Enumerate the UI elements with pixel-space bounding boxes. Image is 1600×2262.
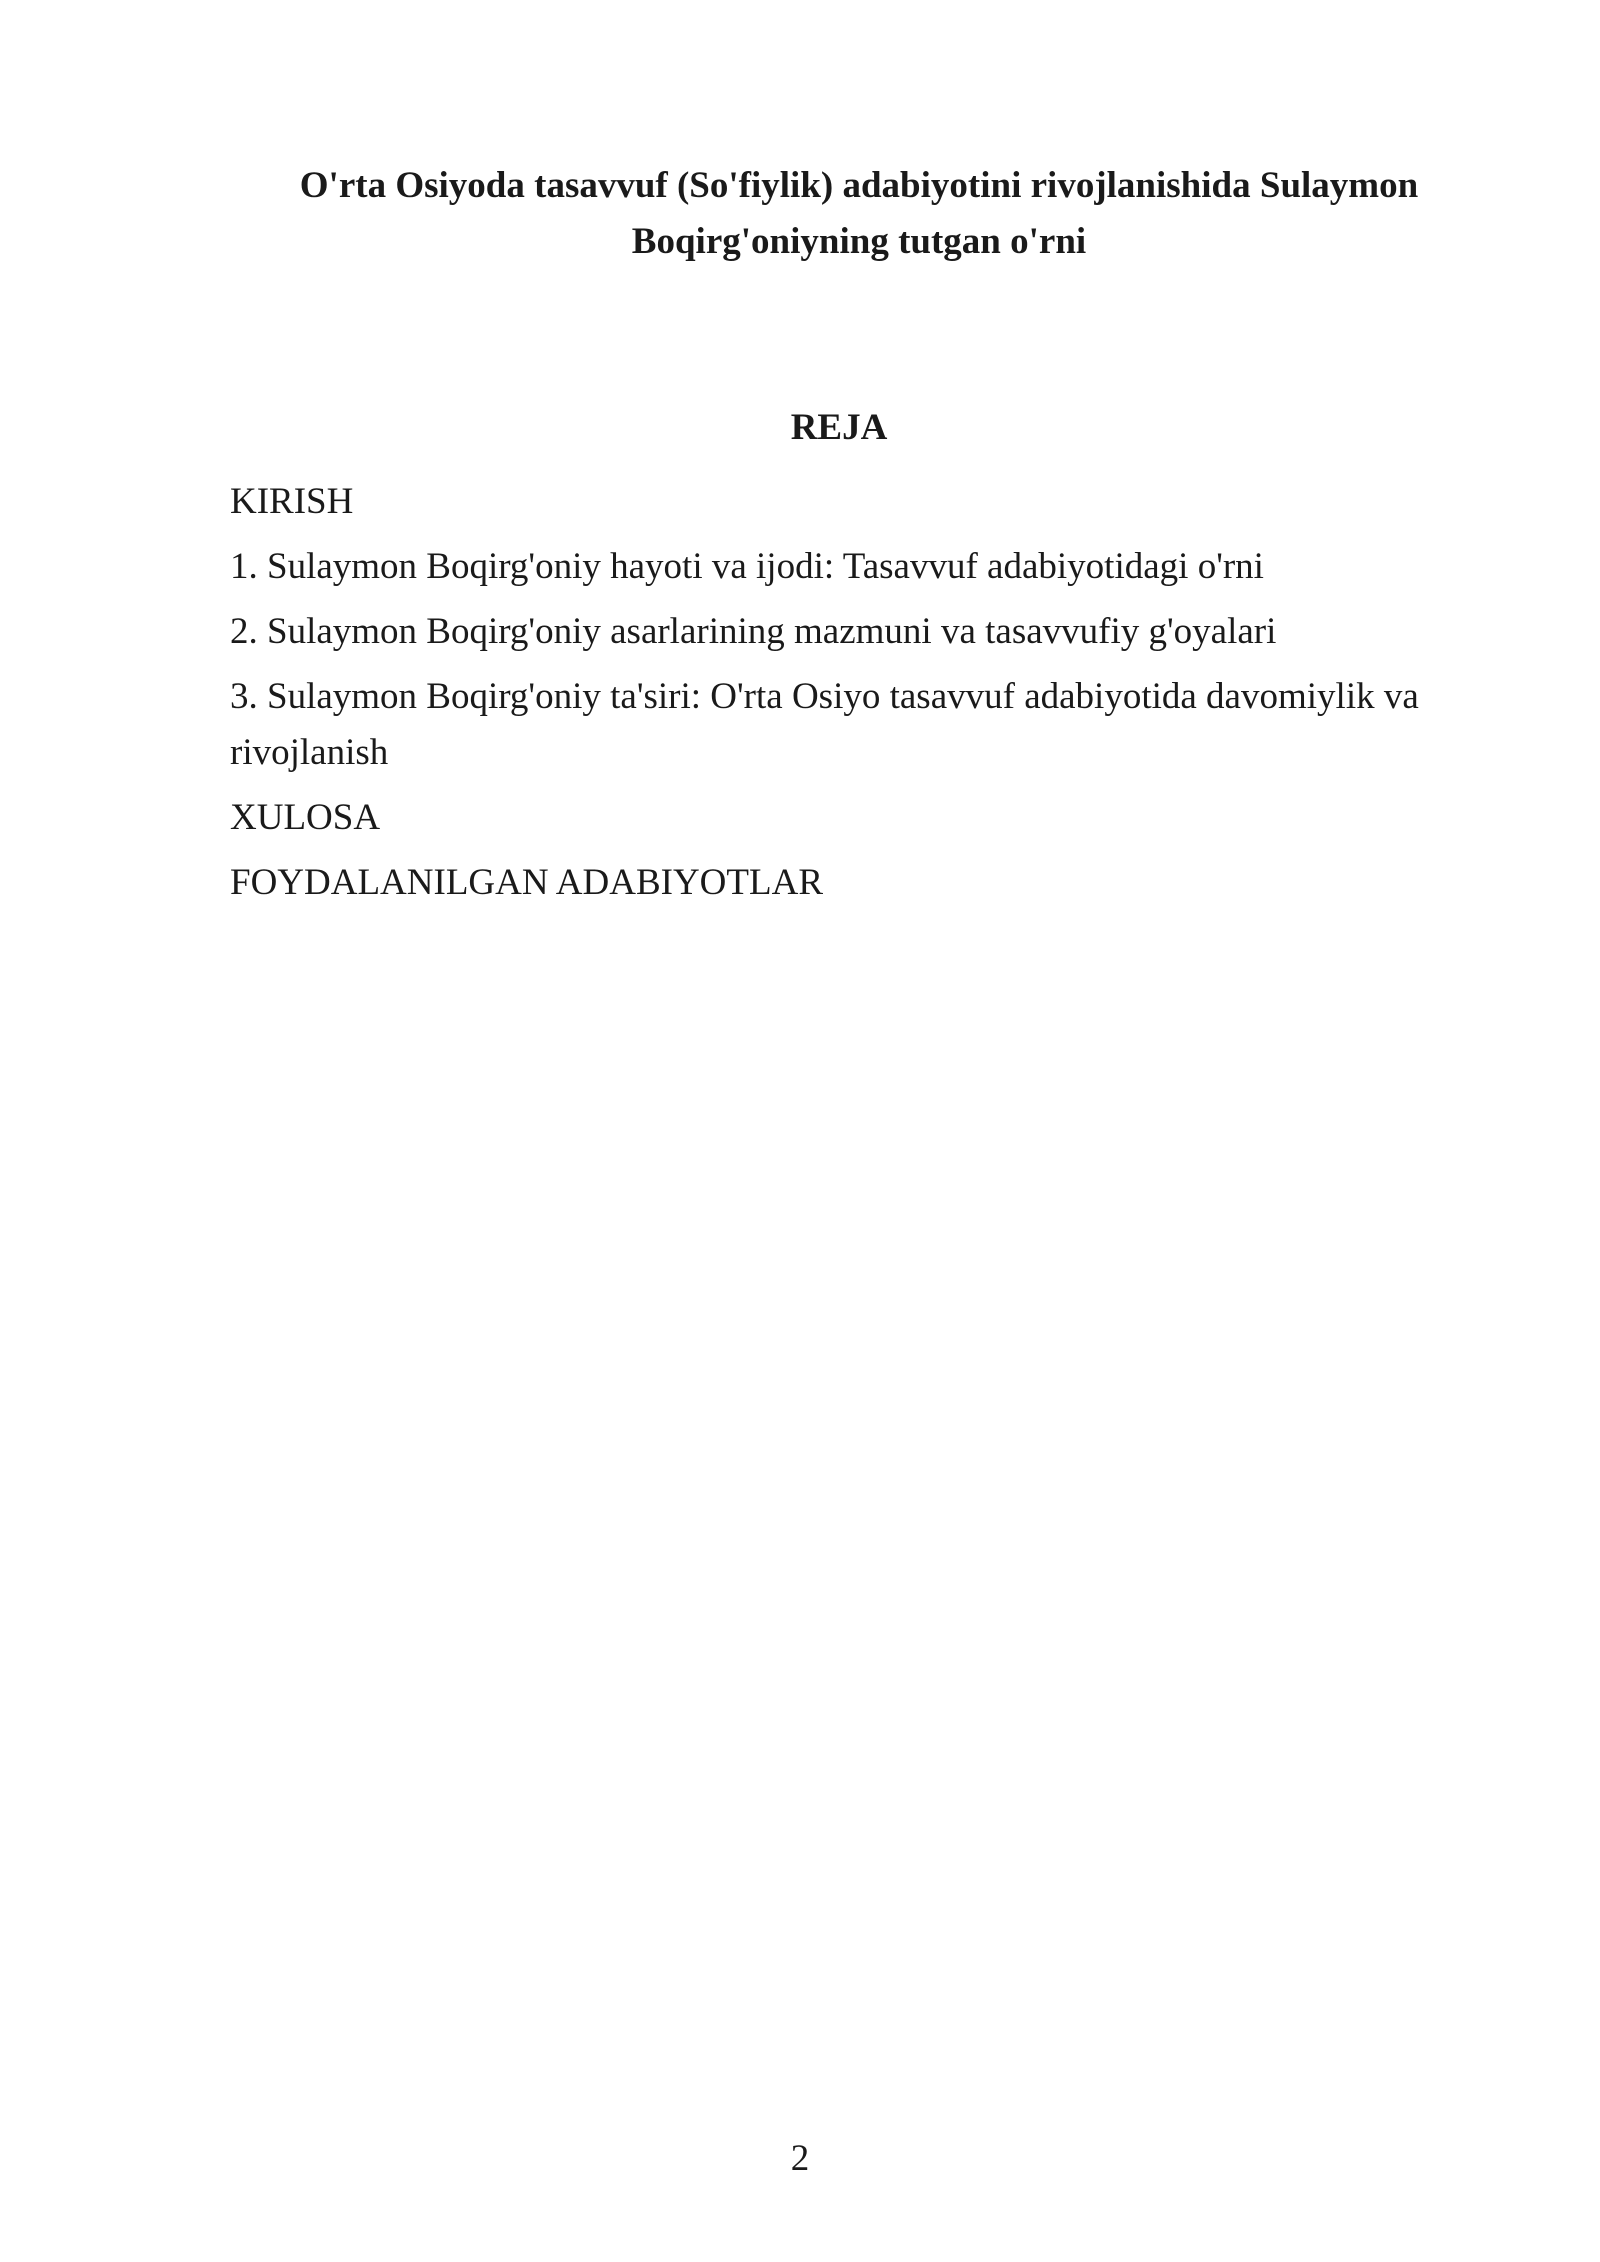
plan-heading: REJA bbox=[790, 407, 888, 448]
plan-item-1: 1. Sulaymon Boqirg'oniy hayoti va ijodi: Tasavvuf adabiyotidagi o'rni bbox=[230, 546, 1264, 587]
plan-item-3: 3. Sulaymon Boqirg'oniy ta'siri: O'rta Osiyo tasavvuf adabiyotida davomiylik va rivojlanish bbox=[230, 676, 1419, 773]
plan-item-intro: KIRISH bbox=[230, 481, 354, 522]
plan-list bbox=[230, 474, 1448, 920]
plan-item-2: 2. Sulaymon Boqirg'oniy asarlarining mazmuni va tasavvufiy g'oyalari bbox=[230, 611, 1277, 652]
plan-item-references: FOYDALANILGAN ADABIYOTLAR bbox=[230, 862, 823, 903]
document-title: O'rta Osiyoda tasavvuf (So'fiylik) adabiyotini rivojlanishida Sulaymon Boqirg'oniyning tutgan o'rni bbox=[299, 165, 1419, 262]
plan-item-conclusion: XULOSA bbox=[230, 797, 381, 838]
page-number: 2 bbox=[790, 2138, 810, 2179]
